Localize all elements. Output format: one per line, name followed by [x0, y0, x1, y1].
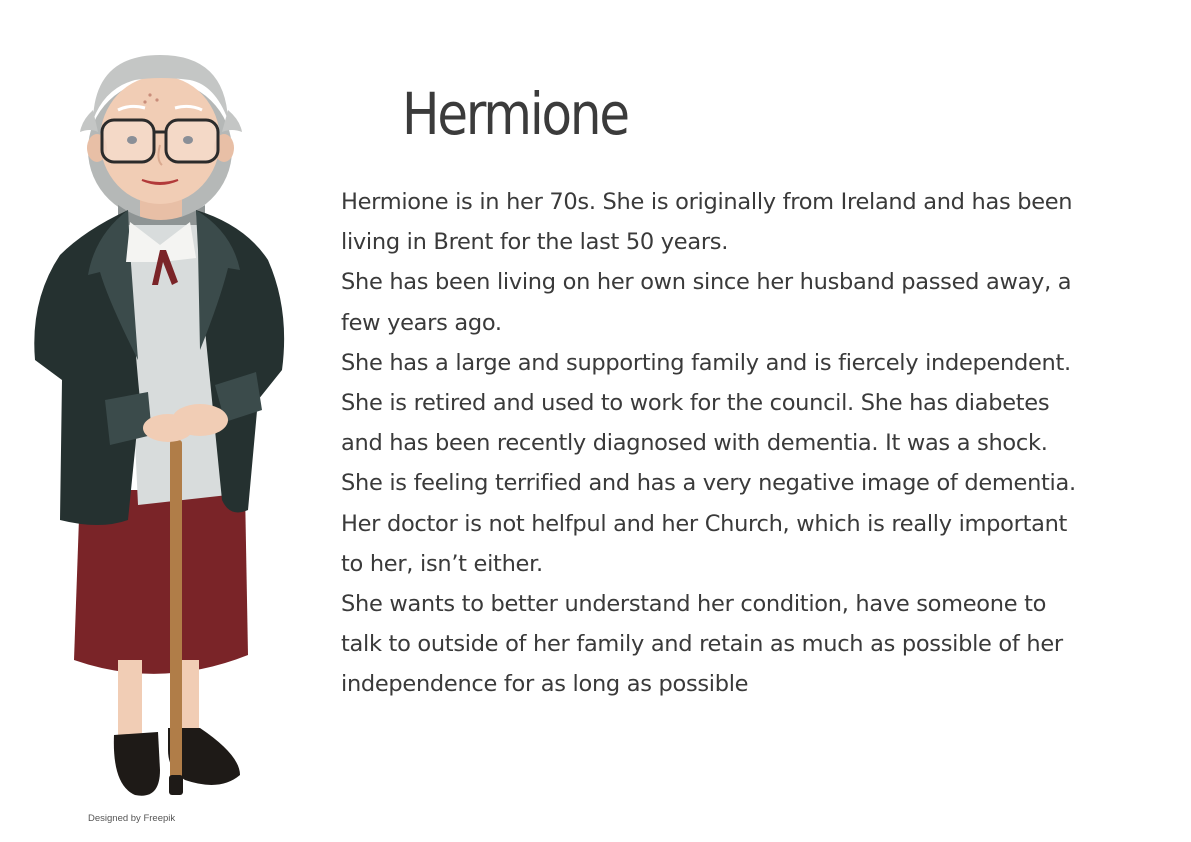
bio-line: Hermione is in her 70s. She is originally from Ireland and has been: [341, 189, 1073, 215]
walking-cane: [170, 440, 182, 785]
bio-line: independence for as long as possible: [341, 671, 749, 698]
eye-left: [127, 136, 137, 144]
bio-line: and has been recently diagnosed with dementia. It was a shock.: [341, 430, 1048, 457]
shoe-left: [114, 732, 160, 796]
freckle: [148, 93, 151, 96]
bio-line: She wants to better understand her condition, have someone to: [341, 591, 1047, 618]
bio-line: She has a large and supporting family and is fiercely independent.: [341, 349, 1071, 376]
hair-side-right: [222, 110, 242, 132]
bio-line: She has been living on her own since her husband passed away, a: [341, 269, 1072, 296]
leg-left: [118, 660, 142, 745]
persona-bio: [341, 182, 1131, 705]
bio-line: She is retired and used to work for the council. She has diabetes: [341, 390, 1050, 417]
bio-line: living in Brent for the last 50 years.: [341, 229, 729, 256]
bio-line: talk to outside of her family and retain as much as possible of her: [341, 631, 1063, 658]
eye-right: [183, 136, 193, 144]
bio-line: She is feeling terrified and has a very negative image of dementia.: [341, 470, 1076, 497]
elderly-woman-illustration: [28, 50, 290, 800]
cane-tip: [169, 775, 183, 795]
hand-right: [172, 404, 228, 436]
image-credit: Designed by Freepik: [88, 813, 176, 824]
bio-line: few years ago.: [341, 309, 502, 336]
bio-line: to her, isn’t either.: [341, 550, 543, 577]
bio-line: Her doctor is not helfpul and her Church, which is really important: [341, 510, 1068, 537]
freckle: [143, 100, 146, 103]
persona-name-heading: Hermione: [402, 80, 628, 148]
freckle: [155, 98, 158, 101]
